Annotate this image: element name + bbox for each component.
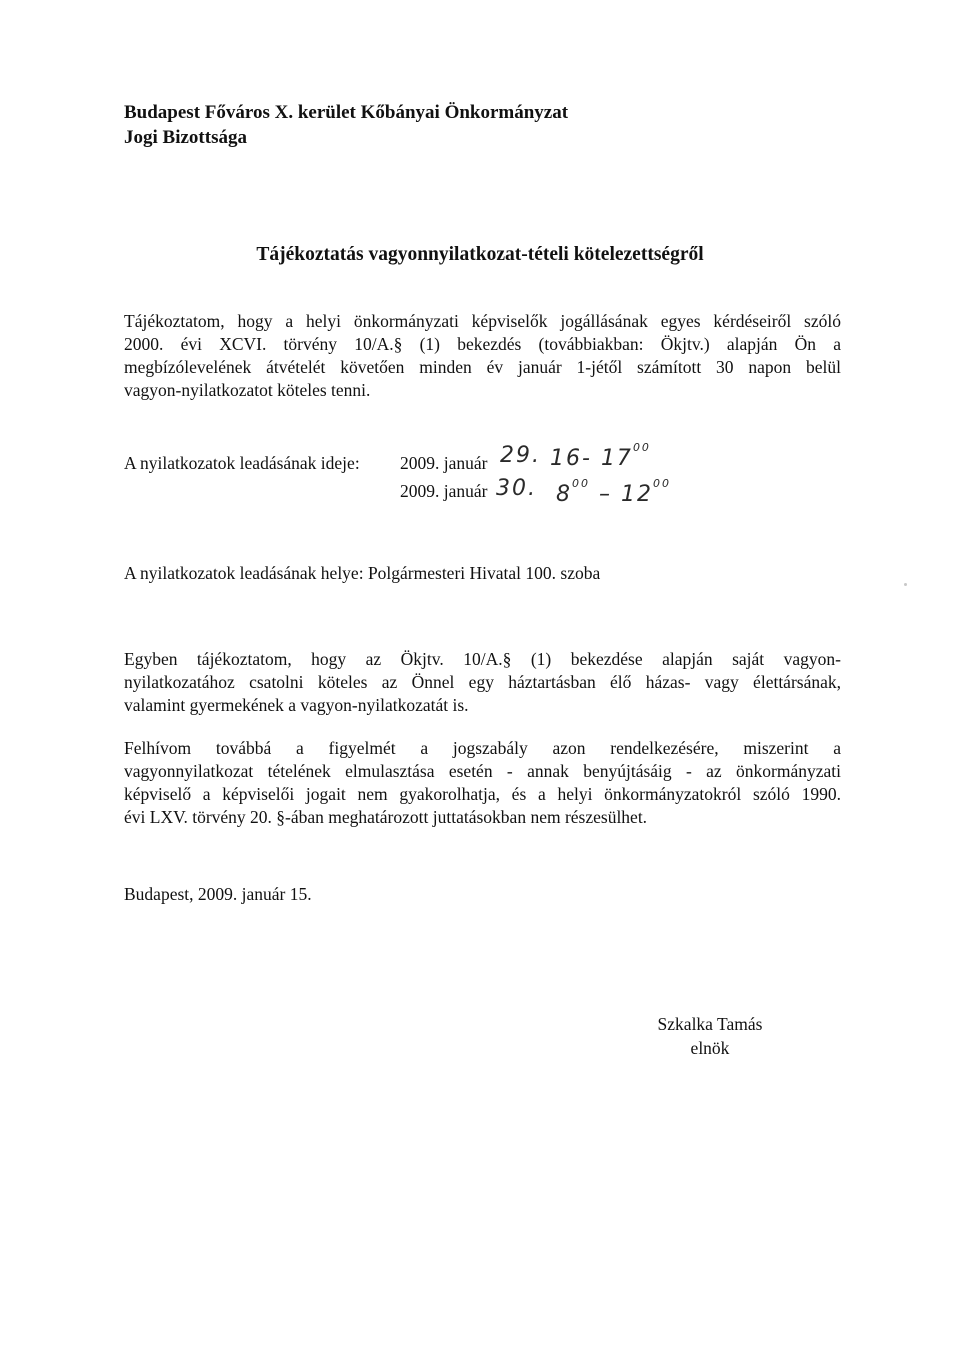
committee-name: Jogi Bizottsága	[124, 127, 247, 148]
deadline-date-1: 2009. január	[400, 453, 488, 473]
handwritten-minutes: 00	[632, 441, 651, 454]
handwritten-day-1: 29.	[500, 443, 541, 468]
handwritten-time-from: 16-	[550, 446, 592, 471]
handwritten-day-2: 30.	[496, 476, 537, 501]
intro-paragraph	[124, 310, 841, 402]
handwritten-time-1	[550, 436, 651, 470]
paragraph-line: képviselő a képviselői jogait nem gyakorolhatja, és a helyi önkormányzatokról szóló 1990.	[124, 784, 841, 804]
paragraph-line: vagyon-nyilatkozatot köteles tenni.	[124, 380, 371, 400]
family-declaration-paragraph	[124, 648, 841, 717]
paragraph-line: nyilatkozatához csatolni köteles az Önnel egy háztartásban élő házas- vagy élettársának,	[124, 672, 841, 692]
document-title: Tájékoztatás vagyonnyilatkozat-tételi kötelezettségről	[256, 244, 704, 265]
paragraph-line: valamint gyermekének a vagyon-nyilatkozatát is.	[124, 695, 469, 715]
signatory-name: Szkalka Tamás	[657, 1014, 763, 1034]
organization-name: Budapest Főváros X. kerület Kőbányai Önkormányzat	[124, 102, 569, 123]
paragraph-line: Felhívom továbbá a figyelmét a jogszabály azon rendelkezésére, miszerint a	[124, 738, 841, 758]
consequence-paragraph	[124, 737, 841, 829]
signatory-role: elnök	[690, 1038, 730, 1058]
handwritten-time-to: – 12	[599, 482, 653, 507]
paragraph-line: Tájékoztatom, hogy a helyi önkormányzati képviselők jogállásának egyes kérdéseiről szóló	[124, 311, 841, 331]
paragraph-line: 2000. évi XCVI. törvény 10/A.§ (1) bekezdés (továbbiakban: Ökjtv.) alapján Ön a	[124, 334, 841, 354]
handwritten-minutes: 00	[572, 477, 590, 490]
paragraph-line: megbízólevelének átvételét követően minden év január 1-jétől számított 30 napon belül	[124, 357, 841, 377]
deadline-label: A nyilatkozatok leadásának ideje:	[124, 453, 360, 473]
deadline-date-2: 2009. január	[400, 481, 488, 501]
paragraph-line: vagyonnyilatkozat tételének elmulasztása esetén - annak benyújtásáig - az önkormányzati	[124, 761, 841, 781]
handwritten-time-2	[556, 472, 671, 506]
submission-place: A nyilatkozatok leadásának helye: Polgármesteri Hivatal 100. szoba	[124, 563, 601, 583]
document-date: Budapest, 2009. január 15.	[124, 884, 312, 904]
scan-speck	[904, 583, 907, 586]
handwritten-time-from: 8	[556, 482, 572, 507]
handwritten-minutes: 00	[653, 477, 671, 490]
handwritten-time-to: 17	[600, 446, 633, 471]
paragraph-line: Egyben tájékoztatom, hogy az Ökjtv. 10/A.§ (1) bekezdése alapján saját vagyon-	[124, 649, 841, 669]
paragraph-line: évi LXV. törvény 20. §-ában meghatározott juttatásokban nem részesülhet.	[124, 807, 648, 827]
